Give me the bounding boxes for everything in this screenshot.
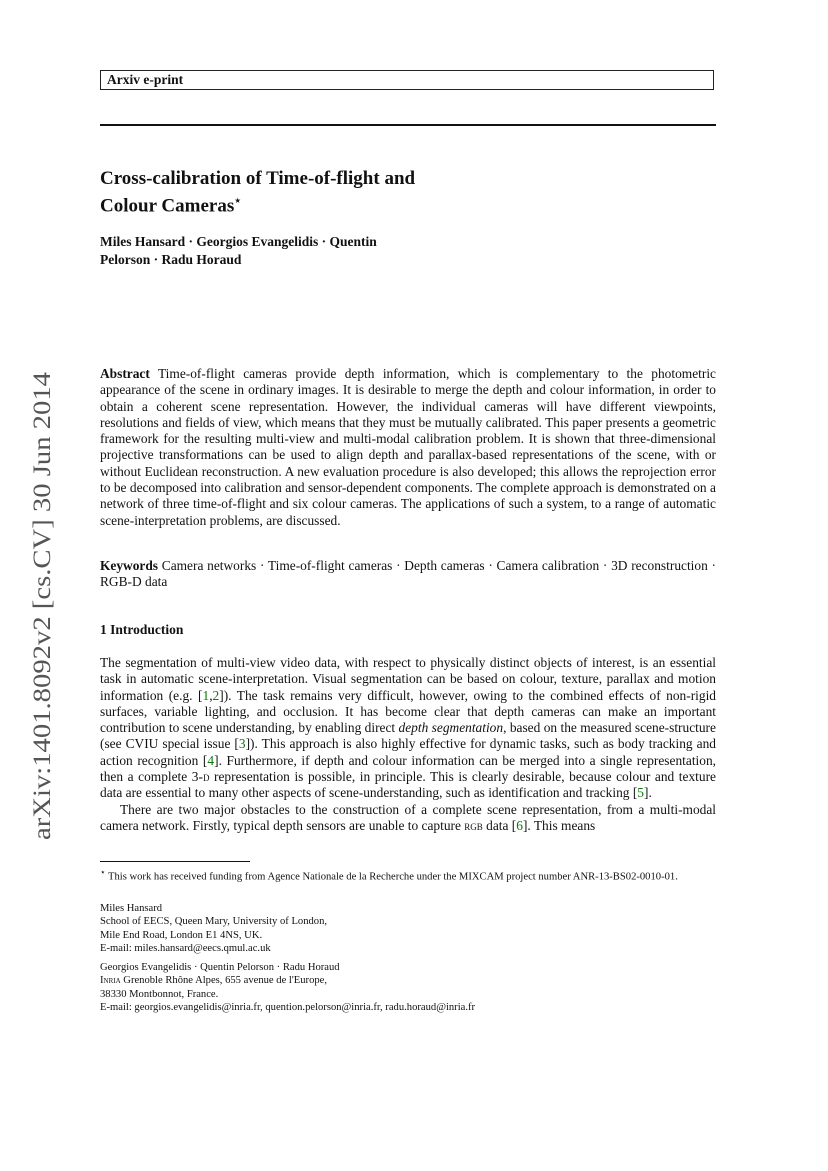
title-footnote-mark: ⋆ (234, 195, 242, 207)
paper-title (100, 168, 700, 217)
abstract-label: Abstract (100, 366, 150, 381)
emphasis-depth-segmentation: depth segmentation (398, 720, 504, 736)
address-email[interactable]: E-mail: miles.hansard@eecs.qmul.ac.uk (100, 942, 271, 954)
address-email[interactable]: E-mail: georgios.evangelidis@inria.fr, quention.pelorson@inria.fr, radu.horaud@inria.fr (100, 1001, 476, 1013)
citation-link-3[interactable]: 3 (238, 736, 246, 752)
address-line: Inria Grenoble Rhône Alpes, 655 avenue de l'Europe, (100, 975, 328, 987)
keywords-text: Camera networks · Time-of-flight cameras · Depth cameras · Camera calibration · 3D reconstruction · RGB-D data (100, 558, 716, 590)
journal-name: Arxiv e-print (107, 72, 184, 87)
citation-link-1[interactable]: 1 (202, 687, 210, 703)
address-names: Georgios Evangelidis · Quentin Pelorson · Radu Horaud (100, 962, 340, 973)
citation-link-4[interactable]: 4 (207, 752, 215, 768)
arxiv-side-stamp (14, 370, 64, 840)
abstract (100, 366, 716, 529)
intro-paragraph-2: There are two major obstacles to the construction of a complete scene representation, from a multi-modal camera network. Firstly, typical depth sensors are unable to capture rgb data [6]. This means (100, 801, 716, 833)
arxiv-identifier: arXiv:1401.8092v2 [cs.CV] 30 Jun 2014 (27, 423, 56, 840)
address-line: Mile End Road, London E1 4NS, UK. (100, 929, 263, 941)
author-address-1 (100, 902, 716, 955)
authors-line-2: Pelorson · Radu Horaud (100, 251, 242, 267)
title-line-1: Cross-calibration of Time-of-flight and (100, 168, 416, 189)
intro-paragraph-1: The segmentation of multi-view video data, with respect to physically distinct objects of interest, is an essential task in automatic scene-interpretation. Visual segmentation can be based on colour, texture, parallax and motion information (e.g. [1,2]). The task remains very difficult, however, owing to the combined effects of non-rigid surfaces, variable lighting, and occlusion. It has become clear that depth cameras can make an important contribution to scene understanding, by enabling direct depth segmentation, based on the measured scene-structure (see CVIU special issue [3]). This approach is also highly effective for dynamic tasks, such as body tracking and action recognition [4]. Furthermore, if depth and colour information can be merged into a single representation, then a complete 3-d representation is possible, in principle. This is clearly desirable, because colour and texture data are essential to many other aspects of scene-understanding, such as identification and tracking [5]. (100, 655, 717, 801)
introduction-body (100, 655, 716, 834)
abstract-text: Time-of-flight cameras provide depth information, which is complementary to the photometric appearance of the scene in ordinary images. It is desirable to merge the depth and colour information, in order to obtain a coherent scene representation. However, the individual cameras will have different viewpoints, resolutions and fields of view, which means that they must be mutually calibrated. This paper presents a geometric framework for the resulting multi-view and multi-modal calibration problem. It is shown that three-dimensional projective transformations can be used to align depth and parallax-based representations of the scene, with or without Euclidean reconstruction. A new evaluation procedure is also developed; this allows the reprojection error to be decomposed into calibration and sensor-dependent components. The complete approach is demonstrated on a network of three time-of-flight and six colour cameras. The applications of such a system, to a range of automatic scene-interpretation problems, are discussed. (100, 366, 716, 528)
author-address-2 (100, 961, 716, 1014)
funding-footnote (100, 866, 716, 884)
address-line: 38330 Montbonnot, France. (100, 988, 219, 1000)
authors-line-1: Miles Hansard · Georgios Evangelidis · Quentin (100, 234, 377, 249)
title-line-2 (100, 190, 700, 217)
journal-header-box (100, 70, 714, 90)
header-rule (100, 124, 716, 126)
citation-link-5[interactable]: 5 (637, 785, 644, 801)
address-line: School of EECS, Queen Mary, University of London, (100, 916, 328, 928)
citation-link-2[interactable]: 2 (212, 687, 220, 703)
address-line: Miles Hansard (100, 903, 163, 914)
footnote-text: This work has received funding from Agence Nationale de la Recherche under the MIXCAM project number ANR-13-BS02-0010-01. (108, 871, 678, 883)
footnote-mark: ⋆ (100, 867, 106, 877)
keywords-label: Keywords (100, 558, 159, 573)
author-list (100, 233, 500, 268)
section-heading: 1 Introduction (100, 622, 184, 637)
footnote-rule (100, 861, 250, 862)
title-text-2: Colour Cameras (100, 195, 235, 217)
keywords (100, 558, 716, 591)
citation-link-6[interactable]: 6 (516, 817, 523, 833)
